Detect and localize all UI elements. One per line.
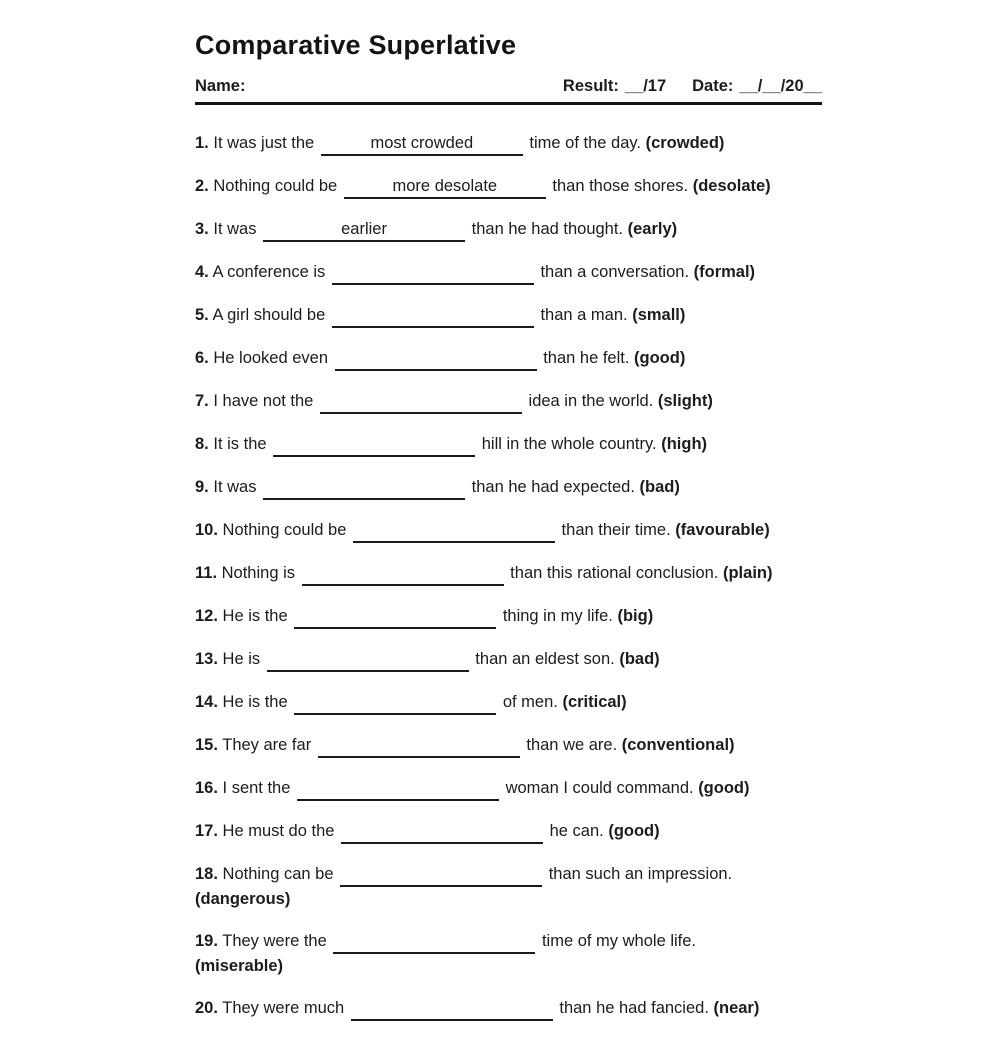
answer-blank[interactable] xyxy=(332,305,534,328)
question-row xyxy=(195,776,822,801)
question-text-before: He is xyxy=(222,650,265,668)
question-text-before: A conference is xyxy=(212,263,330,281)
hint-word: (bad) xyxy=(619,650,660,668)
question-text-after: than those shores. xyxy=(547,177,689,195)
question-number: 8. xyxy=(195,435,209,453)
hint-word: (slight) xyxy=(657,392,713,410)
answer-blank[interactable] xyxy=(344,176,546,199)
name-label: Name: xyxy=(195,77,246,95)
question-text-after: than a conversation. xyxy=(535,263,690,281)
question-number: 4. xyxy=(195,263,209,281)
meta-row xyxy=(195,77,822,96)
question-text-before: It was xyxy=(213,220,262,238)
question-row xyxy=(195,174,822,199)
hint-word: (small) xyxy=(632,306,686,324)
question-number: 3. xyxy=(195,220,209,238)
hint-word: (near) xyxy=(713,999,760,1017)
result-value[interactable]: __/17 xyxy=(624,77,667,95)
question-text-before: I sent the xyxy=(222,779,295,797)
date-label: Date: xyxy=(692,77,734,95)
answer-blank[interactable] xyxy=(351,998,553,1021)
answer-blank[interactable] xyxy=(340,864,542,887)
result-label: Result: xyxy=(562,77,619,95)
answer-blank[interactable] xyxy=(333,931,535,954)
hint-word: (bad) xyxy=(639,478,680,496)
answer-text xyxy=(439,865,444,883)
question-row xyxy=(195,389,822,414)
answer-blank[interactable] xyxy=(332,262,534,285)
answer-text xyxy=(372,435,377,453)
question-number: 1. xyxy=(195,134,209,152)
question-text-before: He is the xyxy=(222,607,293,625)
question-text-after: he can. xyxy=(545,822,604,840)
answer-text xyxy=(431,263,436,281)
question-row xyxy=(195,432,822,457)
question-text-after: time of the day. xyxy=(524,134,641,152)
question-text-before: I have not the xyxy=(213,392,318,410)
question-number: 7. xyxy=(195,392,209,410)
question-row xyxy=(195,819,822,844)
question-row xyxy=(195,346,822,371)
question-text-after: than a man. xyxy=(535,306,628,324)
answer-blank[interactable] xyxy=(297,778,499,801)
page-title: Comparative Superlative xyxy=(195,30,517,60)
answer-text xyxy=(393,607,398,625)
header-divider xyxy=(195,102,822,105)
question-text-before: A girl should be xyxy=(212,306,330,324)
question-number: 18. xyxy=(195,865,218,883)
question-text-after: than this rational conclusion. xyxy=(505,564,719,582)
question-text-after: than we are. xyxy=(521,736,618,754)
meta-right xyxy=(563,77,822,96)
answer-blank[interactable] xyxy=(318,735,520,758)
hint-word: (good) xyxy=(608,822,660,840)
hint-word: (dangerous) xyxy=(195,890,291,908)
question-text-after: than he had thought. xyxy=(467,220,624,238)
hint-word: (critical) xyxy=(562,693,627,711)
hint-word: (early) xyxy=(627,220,678,238)
answer-blank[interactable] xyxy=(353,520,555,543)
question-row xyxy=(195,690,822,715)
question-row xyxy=(195,217,822,242)
hint-word: (conventional) xyxy=(621,736,735,754)
answer-text xyxy=(365,650,370,668)
hint-word: (crowded) xyxy=(645,134,725,152)
hint-word: (good) xyxy=(634,349,686,367)
answer-text xyxy=(431,306,436,324)
answer-blank[interactable] xyxy=(263,219,465,242)
answer-text xyxy=(432,932,437,950)
question-row xyxy=(195,929,822,978)
hint-word: (high) xyxy=(661,435,708,453)
question-row xyxy=(195,260,822,285)
question-row xyxy=(195,647,822,672)
question-text-after: than an eldest son. xyxy=(470,650,615,668)
answer-text: most crowded xyxy=(370,134,474,152)
question-number: 2. xyxy=(195,177,209,195)
question-text-before: They were the xyxy=(222,932,332,950)
hint-word: (plain) xyxy=(722,564,773,582)
question-number: 11. xyxy=(195,564,218,582)
answer-text xyxy=(416,736,421,754)
hint-word: (miserable) xyxy=(195,957,284,975)
question-number: 10. xyxy=(195,521,218,539)
question-text-before: Nothing could be xyxy=(222,521,351,539)
date-value[interactable]: __/__/20__ xyxy=(739,77,822,95)
question-number: 17. xyxy=(195,822,218,840)
question-text-before: It was just the xyxy=(213,134,319,152)
question-number: 15. xyxy=(195,736,218,754)
answer-text xyxy=(452,521,457,539)
answer-text xyxy=(362,478,367,496)
answer-blank[interactable] xyxy=(267,649,469,672)
question-text-after: time of my whole life. xyxy=(537,932,697,950)
question-text-after: of men. xyxy=(498,693,558,711)
answer-blank[interactable] xyxy=(273,434,475,457)
answer-blank[interactable] xyxy=(302,563,504,586)
answer-text xyxy=(400,564,405,582)
question-text-before: They are far xyxy=(222,736,316,754)
hint-word: (big) xyxy=(617,607,654,625)
question-text-after: hill in the whole country. xyxy=(477,435,657,453)
question-number: 5. xyxy=(195,306,209,324)
question-row xyxy=(195,733,822,758)
question-row xyxy=(195,862,822,911)
question-text-after: idea in the world. xyxy=(523,392,654,410)
answer-blank[interactable] xyxy=(294,606,496,629)
question-text-before: Nothing can be xyxy=(222,865,339,883)
question-number: 19. xyxy=(195,932,218,950)
hint-word: (formal) xyxy=(693,263,756,281)
hint-word: (good) xyxy=(698,779,750,797)
question-number: 16. xyxy=(195,779,218,797)
question-row xyxy=(195,131,822,156)
question-text-before: It was xyxy=(213,478,262,496)
answer-blank[interactable] xyxy=(335,348,537,371)
question-row xyxy=(195,604,822,629)
question-row xyxy=(195,561,822,586)
answer-text xyxy=(393,693,398,711)
question-text-before: He is the xyxy=(222,693,293,711)
answer-text xyxy=(440,822,445,840)
answer-blank[interactable] xyxy=(321,133,523,156)
question-text-before: Nothing could be xyxy=(213,177,342,195)
question-number: 12. xyxy=(195,607,218,625)
worksheet xyxy=(195,30,822,1039)
question-text-before: He looked even xyxy=(213,349,333,367)
answer-blank[interactable] xyxy=(263,477,465,500)
answer-blank[interactable] xyxy=(320,391,522,414)
answer-text: earlier xyxy=(341,220,387,238)
question-text-after: than he had expected. xyxy=(467,478,635,496)
question-text-before: Nothing is xyxy=(221,564,300,582)
question-row xyxy=(195,518,822,543)
answer-blank[interactable] xyxy=(294,692,496,715)
question-text-before: He must do the xyxy=(222,822,340,840)
answer-text xyxy=(419,392,424,410)
question-text-before: It is the xyxy=(213,435,272,453)
question-number: 20. xyxy=(195,999,218,1017)
answer-blank[interactable] xyxy=(341,821,543,844)
answer-text: more desolate xyxy=(392,177,498,195)
question-text-after: than he felt. xyxy=(538,349,630,367)
question-text-after: woman I could command. xyxy=(501,779,694,797)
question-number: 6. xyxy=(195,349,209,367)
answer-text xyxy=(449,999,454,1017)
question-text-after: thing in my life. xyxy=(498,607,613,625)
question-row xyxy=(195,303,822,328)
question-number: 14. xyxy=(195,693,218,711)
answer-text xyxy=(396,779,401,797)
questions-list xyxy=(195,131,822,1021)
question-text-before: They were much xyxy=(222,999,349,1017)
question-number: 13. xyxy=(195,650,218,668)
hint-word: (favourable) xyxy=(675,521,770,539)
question-text-after: than he had fancied. xyxy=(554,999,709,1017)
question-text-after: than their time. xyxy=(556,521,671,539)
question-row xyxy=(195,996,822,1021)
question-number: 9. xyxy=(195,478,209,496)
answer-text xyxy=(433,349,438,367)
hint-word: (desolate) xyxy=(692,177,771,195)
question-text-after: than such an impression. xyxy=(544,865,733,883)
question-row xyxy=(195,475,822,500)
